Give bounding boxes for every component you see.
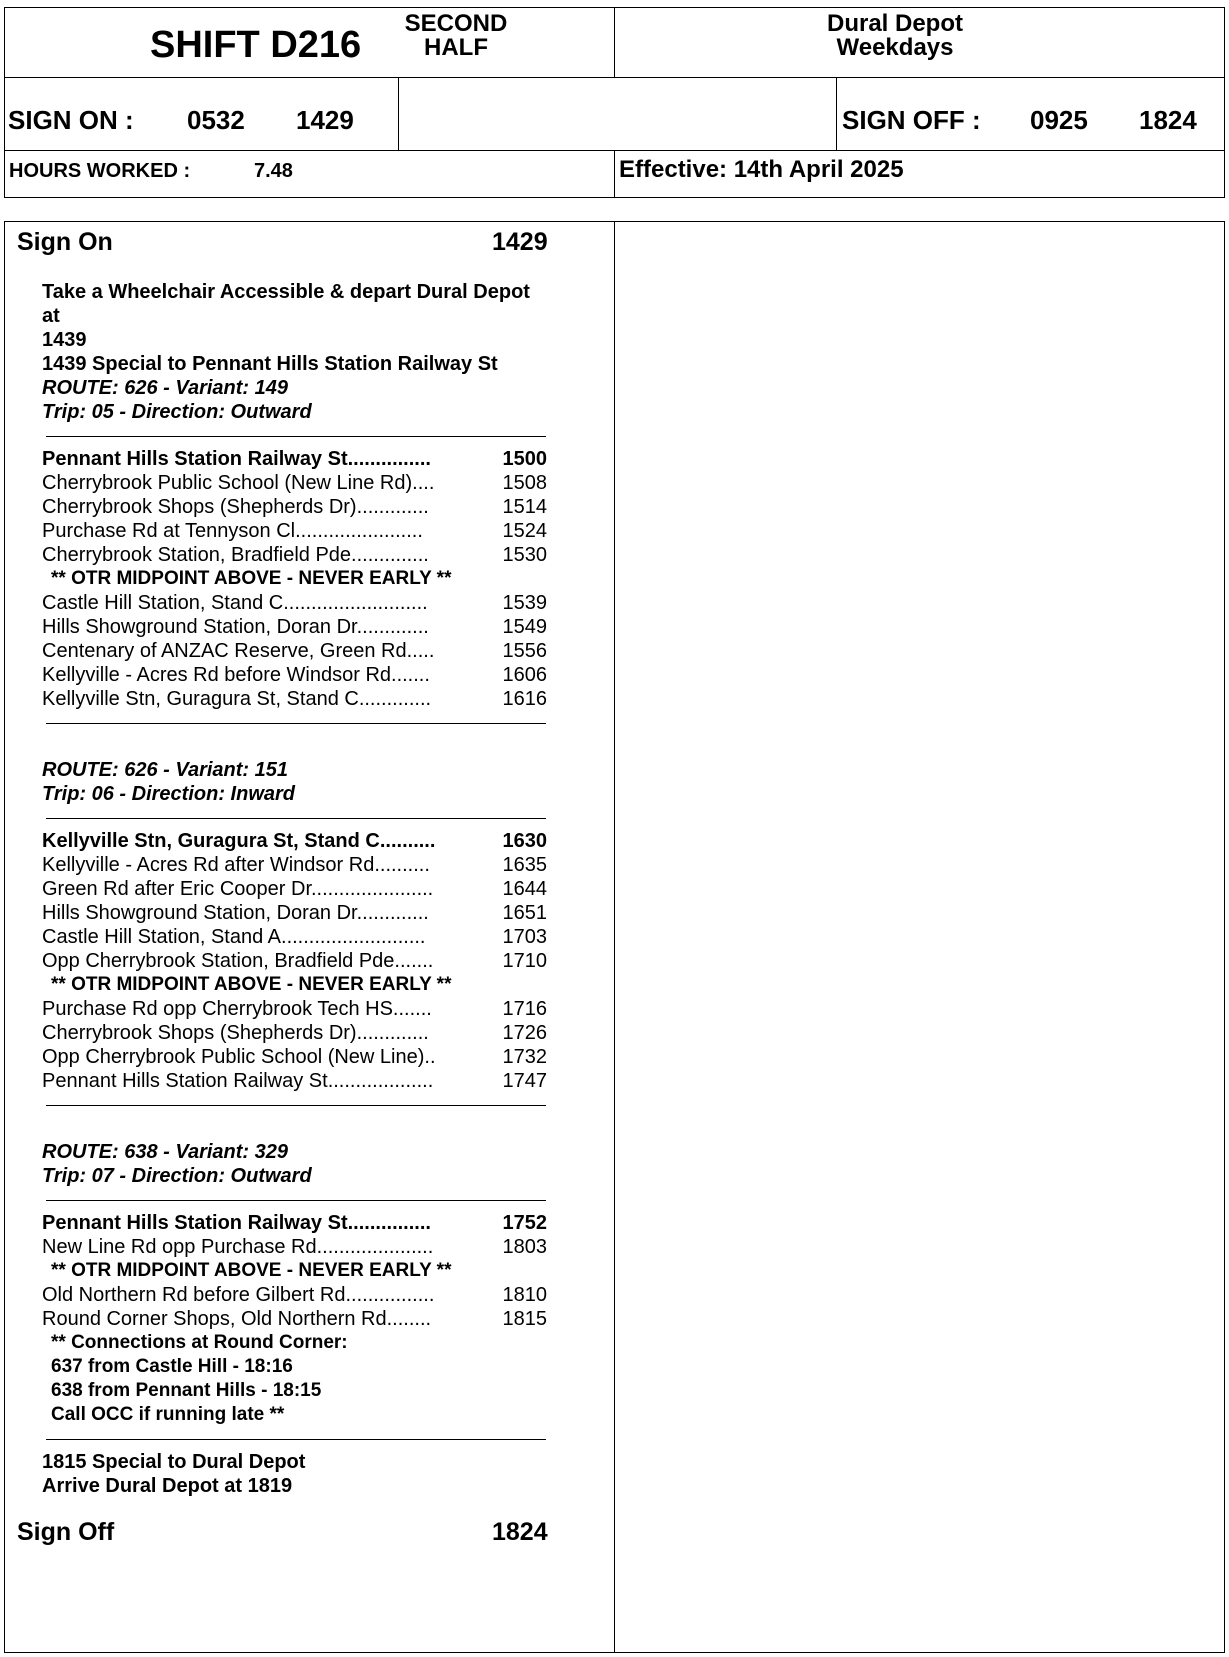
stop-row [42, 471, 547, 495]
stop-time: 1651 [502, 902, 547, 924]
header-vline-2 [398, 77, 399, 150]
outro-line-2: Arrive Dural Depot at 1819 [42, 1475, 293, 1497]
trip-3-route: ROUTE: 638 - Variant: 329 [42, 1141, 289, 1163]
half-line-2: HALF [424, 34, 488, 61]
stop-row [42, 447, 547, 471]
stop-row [42, 1021, 547, 1045]
sign-off-heading-time: 1824 [492, 1518, 548, 1546]
stop-time: 1524 [502, 520, 547, 542]
stop-name: Pennant Hills Station Railway St................... [42, 1070, 434, 1092]
stop-name: Castle Hill Station, Stand C.......................... [42, 592, 428, 614]
trip-1-bottom-rule [46, 723, 546, 724]
stop-name: Kellyville - Acres Rd after Windsor Rd.......... [42, 854, 430, 876]
hours-worked-value: 7.48 [254, 160, 293, 182]
sign-on-time-2: 1429 [296, 105, 354, 135]
header-divider-1 [4, 77, 1225, 78]
trip-2-bottom-rule [46, 1105, 546, 1106]
stop-name: Centenary of ANZAC Reserve, Green Rd..... [42, 640, 435, 662]
stop-time: 1606 [502, 664, 547, 686]
effective-date: Effective: 14th April 2025 [619, 156, 904, 183]
header-vline-3 [836, 77, 837, 150]
depot-line-2: Weekdays [836, 34, 954, 61]
stop-time: 1556 [502, 640, 547, 662]
outro-block [42, 1450, 547, 1498]
stop-row [42, 495, 547, 519]
intro-line-1: Take a Wheelchair Accessible & depart Dural Depot at [42, 281, 530, 327]
trip-3-top-rule [46, 1200, 546, 1201]
stop-row [42, 997, 547, 1021]
stop-name: Pennant Hills Station Railway St............... [42, 448, 431, 470]
stop-time: 1747 [502, 1070, 547, 1092]
stop-row [42, 615, 547, 639]
stop-row [42, 1283, 547, 1307]
intro-line-2: 1439 [42, 329, 87, 351]
trip-1-trip: Trip: 05 - Direction: Outward [42, 401, 312, 423]
shift-title: SHIFT D216 [150, 24, 362, 66]
stop-name: Pennant Hills Station Railway St............... [42, 1212, 431, 1234]
stop-row [42, 1211, 547, 1235]
trip-1-header [42, 376, 312, 424]
stop-time: 1635 [502, 854, 547, 876]
depot-line-1: Dural Depot [826, 10, 963, 37]
stop-name: Cherrybrook Public School (New Line Rd).... [42, 472, 435, 494]
hours-worked-label: HOURS WORKED : [9, 160, 191, 182]
stop-name: Cherrybrook Shops (Shepherds Dr)............. [42, 1022, 429, 1044]
sign-on-time-1: 0532 [187, 105, 245, 135]
stop-name: Purchase Rd opp Cherrybrook Tech HS....... [42, 998, 432, 1020]
stop-time: 1803 [502, 1236, 547, 1258]
sign-off-time-2: 1824 [1139, 105, 1197, 135]
stop-name: Hills Showground Station, Doran Dr............. [42, 616, 429, 638]
stop-name: Green Rd after Eric Cooper Dr...................... [42, 878, 434, 900]
header-vline-1 [614, 7, 615, 77]
stop-time: 1815 [502, 1308, 547, 1330]
stop-time: 1710 [502, 950, 547, 972]
stop-name: Opp Cherrybrook Station, Bradfield Pde....... [42, 950, 434, 972]
stop-time: 1703 [502, 926, 547, 948]
stop-row [42, 1045, 547, 1069]
half-line-1: SECOND [404, 10, 508, 37]
stop-time: 1630 [502, 830, 547, 852]
sign-off-heading: Sign Off [17, 1518, 115, 1546]
trip-note: 637 from Castle Hill - 18:16 [51, 1356, 293, 1377]
outro-line-1: 1815 Special to Dural Depot [42, 1451, 306, 1473]
intro-line-3: 1439 Special to Pennant Hills Station Railway St [42, 353, 498, 375]
sign-on-heading-time: 1429 [492, 228, 548, 256]
stop-name: Purchase Rd at Tennyson Cl....................... [42, 520, 423, 542]
trip-2-top-rule [46, 818, 546, 819]
stop-name: Cherrybrook Shops (Shepherds Dr)............. [42, 496, 429, 518]
stop-row [42, 877, 547, 901]
trip-1-stops [42, 447, 547, 711]
trip-note: Call OCC if running late ** [51, 1404, 285, 1425]
stop-name: Old Northern Rd before Gilbert Rd................ [42, 1284, 435, 1306]
stop-time: 1508 [502, 472, 547, 494]
stop-row [42, 591, 547, 615]
stop-name: Kellyville - Acres Rd before Windsor Rd....... [42, 664, 430, 686]
stop-time: 1732 [502, 1046, 547, 1068]
stop-row [42, 901, 547, 925]
trip-note: ** OTR MIDPOINT ABOVE - NEVER EARLY ** [51, 568, 452, 589]
stop-name: Opp Cherrybrook Public School (New Line).. [42, 1046, 436, 1068]
stop-row [42, 543, 547, 567]
stop-name: Castle Hill Station, Stand A.......................... [42, 926, 426, 948]
stop-row [42, 1069, 547, 1093]
depot-label [760, 12, 1030, 60]
stop-row [42, 949, 547, 973]
sign-on-label: SIGN ON : [8, 105, 134, 135]
sign-on-heading: Sign On [17, 228, 113, 256]
header-vline-4 [614, 150, 615, 198]
stop-time: 1616 [502, 688, 547, 710]
stop-row [42, 1235, 547, 1259]
stop-time: 1539 [502, 592, 547, 614]
stop-row [42, 663, 547, 687]
trip-1-route: ROUTE: 626 - Variant: 149 [42, 377, 289, 399]
stop-row [42, 829, 547, 853]
stop-time: 1810 [502, 1284, 547, 1306]
trip-2-trip: Trip: 06 - Direction: Inward [42, 783, 295, 805]
stop-name: Kellyville Stn, Guragura St, Stand C.......... [42, 830, 436, 852]
trip-3-stops [42, 1211, 547, 1427]
stop-name: Kellyville Stn, Guragura St, Stand C............. [42, 688, 432, 710]
stop-time: 1726 [502, 1022, 547, 1044]
trip-note: 638 from Pennant Hills - 18:15 [51, 1380, 322, 1401]
stop-time: 1716 [502, 998, 547, 1020]
sign-off-label: SIGN OFF : [842, 105, 981, 135]
stop-row [42, 687, 547, 711]
stop-row [42, 853, 547, 877]
trip-note: ** Connections at Round Corner: [51, 1332, 348, 1353]
stop-time: 1752 [502, 1212, 547, 1234]
trip-3-trip: Trip: 07 - Direction: Outward [42, 1165, 312, 1187]
stop-time: 1549 [502, 616, 547, 638]
intro-block [42, 280, 547, 376]
trip-3-header [42, 1140, 312, 1188]
trip-2-stops [42, 829, 547, 1093]
stop-row [42, 519, 547, 543]
trip-2-route: ROUTE: 626 - Variant: 151 [42, 759, 289, 781]
stop-name: Round Corner Shops, Old Northern Rd........ [42, 1308, 432, 1330]
stop-row [42, 925, 547, 949]
stop-time: 1514 [502, 496, 547, 518]
sign-off-time-1: 0925 [1030, 105, 1088, 135]
stop-time: 1644 [502, 878, 547, 900]
trip-3-bottom-rule [46, 1439, 546, 1440]
stop-name: Hills Showground Station, Doran Dr............. [42, 902, 429, 924]
body-vline [614, 221, 615, 1653]
stop-name: Cherrybrook Station, Bradfield Pde.............. [42, 544, 429, 566]
trip-note: ** OTR MIDPOINT ABOVE - NEVER EARLY ** [51, 1260, 452, 1281]
trip-1-top-rule [46, 436, 546, 437]
trip-note: ** OTR MIDPOINT ABOVE - NEVER EARLY ** [51, 974, 452, 995]
trip-2-header [42, 758, 295, 806]
stop-name: New Line Rd opp Purchase Rd..................... [42, 1236, 434, 1258]
stop-time: 1500 [502, 448, 547, 470]
stop-time: 1530 [502, 544, 547, 566]
half-label [394, 12, 518, 60]
stop-row [42, 1307, 547, 1331]
stop-row [42, 639, 547, 663]
